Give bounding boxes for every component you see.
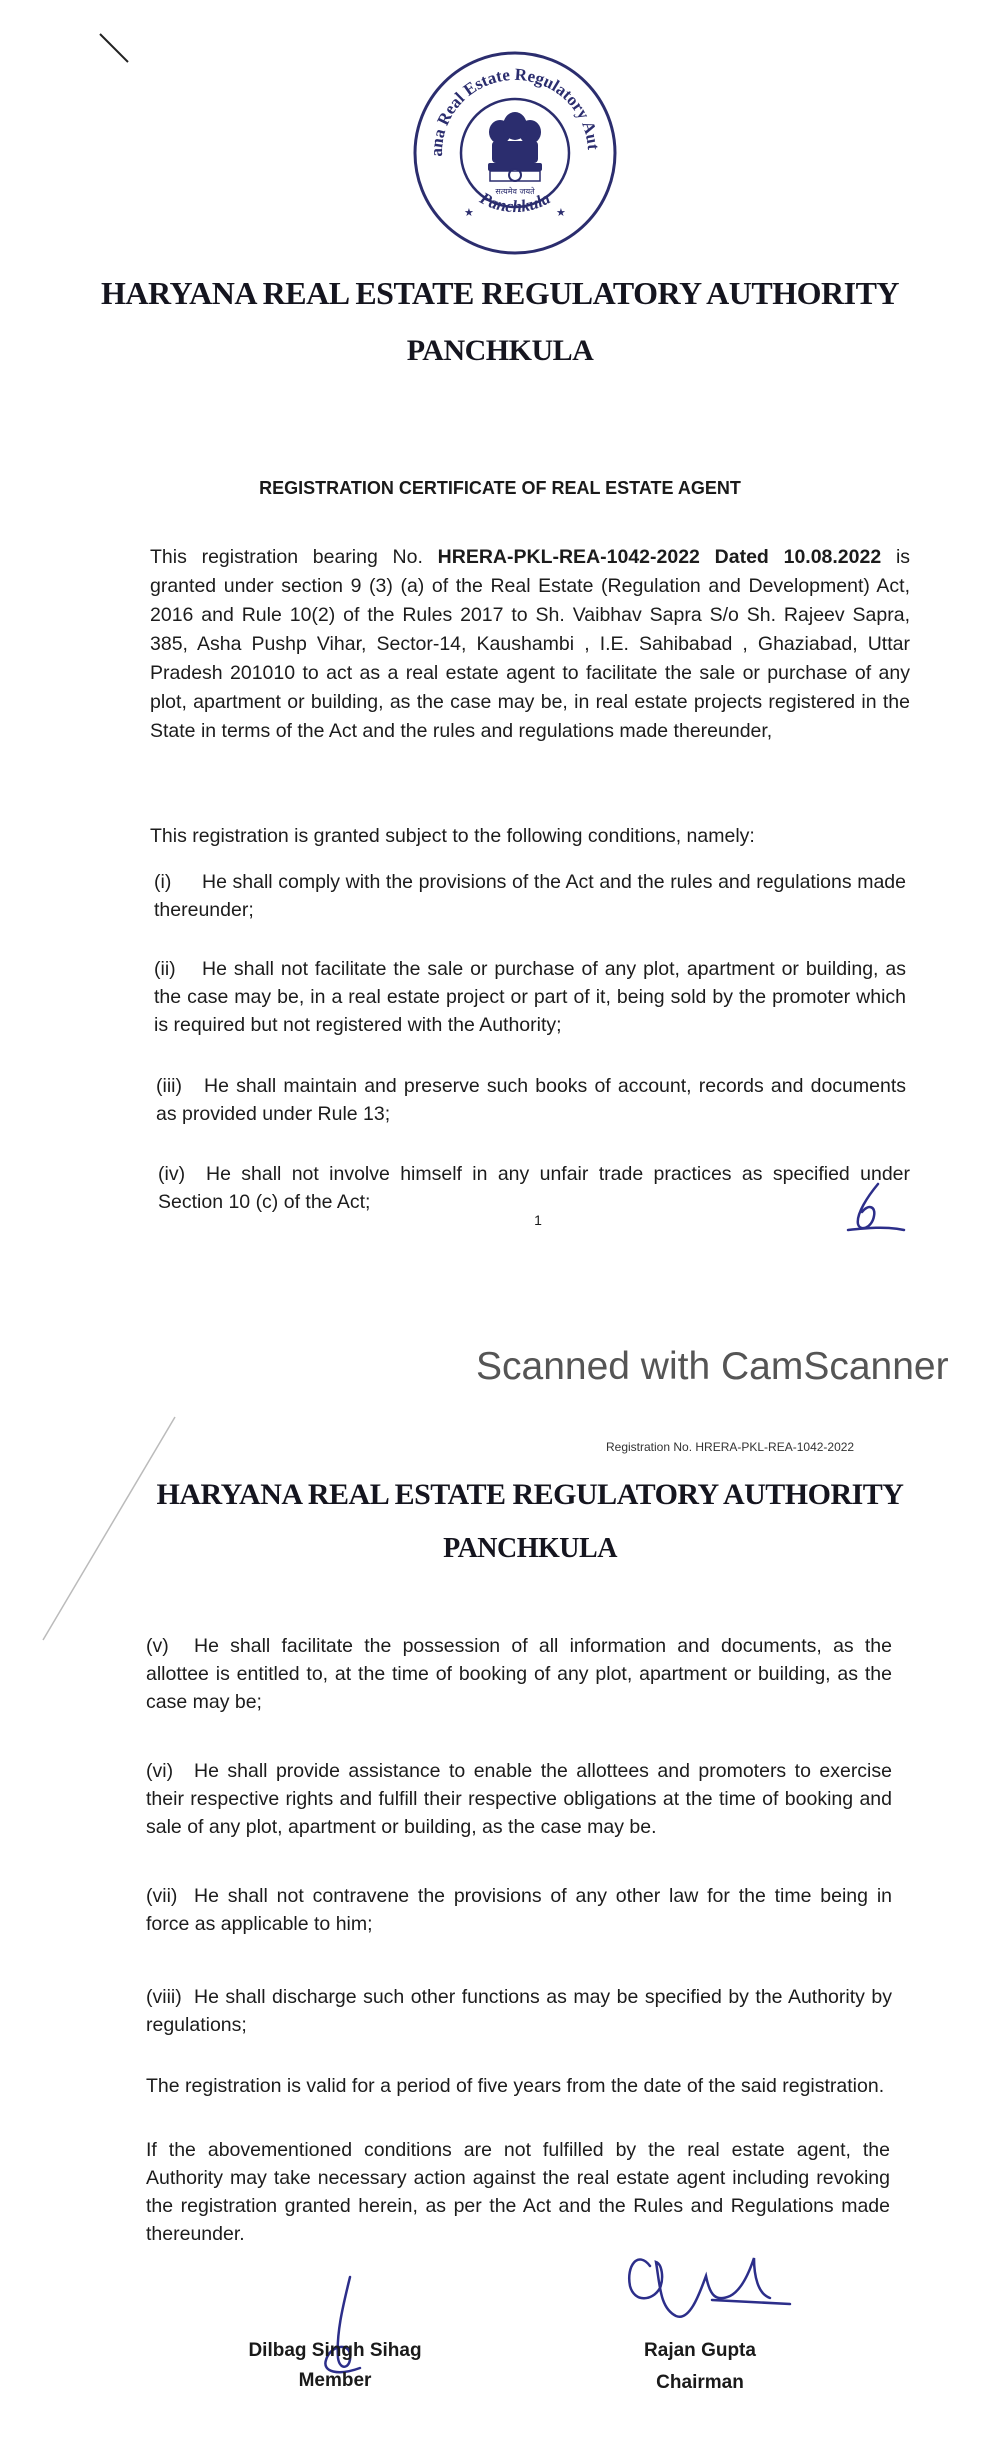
- seal-top-text: ana Real Estate Regulatory Aut: [426, 64, 603, 157]
- condition-i: (i) He shall comply with the provisions of the Act and the rules and regulations made thereunder;: [154, 871, 906, 921]
- page2-authority-title: HARYANA REAL ESTATE REGULATORY AUTHORITY: [156, 1478, 904, 1511]
- seal-star-left: ★: [464, 207, 474, 219]
- registration-date: 10.08.2022: [783, 546, 882, 568]
- registration-number: HRERA-PKL-REA-1042-2022: [437, 546, 700, 568]
- member-name: Dilbag Singh Sihag: [248, 2340, 422, 2361]
- condition-ii: (ii) He shall not facilitate the sale or purchase of any plot, apartment or building, as the case may be, in a real estate project or part of it, being sold by the promoter which is required but not registered with the Authority;: [154, 958, 906, 1036]
- scan-line: [40, 1415, 180, 1645]
- scanner-watermark: Scanned with CamScanner: [476, 1345, 949, 1388]
- chairman-name: Rajan Gupta: [644, 2340, 756, 2361]
- authority-city: PANCHKULA: [406, 334, 594, 367]
- member-signature: [300, 2272, 390, 2382]
- certificate-intro: [150, 543, 910, 746]
- page2-authority-city: PANCHKULA: [443, 1533, 617, 1564]
- authority-title: HARYANA REAL ESTATE REGULATORY AUTHORITY: [100, 275, 900, 311]
- dated-label: Dated: [714, 546, 769, 568]
- seal-star-right: ★: [556, 207, 566, 219]
- condition-vi: (vi) He shall provide assistance to enable the allottees and promoters to exercise their respective rights and fulfill their respective obligations at the time of booking and sale of any plot, apartment or building, as the case may be.: [146, 1760, 892, 1838]
- scan-mark: [98, 30, 134, 66]
- chairman-designation: Chairman: [656, 2372, 744, 2393]
- page2-registration-ref: Registration No. HRERA-PKL-REA-1042-2022: [606, 1440, 855, 1454]
- page-number: 1: [534, 1212, 542, 1228]
- intro-body: is granted under section 9 (3) (a) of the Real Estate (Regulation and Development) Act, 2016 and Rule 10(2) of the Rules 2017 to Sh. Vaibhav Sapra S/o Sh. Rajeev Sapra, 385, Asha Pushp Vihar, Sector-14, Kaushambi , I.E. Sahibabad , Ghaziabad, Uttar Pradesh 201010 to act as a real estate agent to facilitate the sale or purchase of any plot, apartment or building, as the case may be, in real estate projects registered in the State in terms of the Act and the rules and regulations made thereunder,: [150, 546, 911, 742]
- condition-viii: (viii) He shall discharge such other functions as may be specified by the Authority by regulations;: [146, 1986, 892, 2036]
- condition-v: (v) He shall facilitate the possession of all information and documents, as the allottee is entitled to, at the time of booking of any plot, apartment or building, as the case may be;: [146, 1635, 892, 1713]
- condition-iii: (iii) He shall maintain and preserve such books of account, records and documents as provided under Rule 13;: [156, 1075, 906, 1125]
- certificate-title: REGISTRATION CERTIFICATE OF REAL ESTATE AGENT: [259, 478, 741, 498]
- conditions-intro: This registration is granted subject to the following conditions, namely:: [150, 825, 755, 847]
- emblem-icon: [488, 112, 542, 181]
- condition-vii: (vii) He shall not contravene the provisions of any other law for the time being in force as applicable to him;: [146, 1885, 892, 1935]
- chairman-signature: [620, 2236, 820, 2346]
- authority-seal: [410, 48, 620, 258]
- warning-text: If the abovementioned conditions are not fulfilled by the real estate agent, the Authority may take necessary action against the real estate agent including revoking the registration granted herein, as per the Act and the Rules and Regulations made thereunder.: [146, 2139, 890, 2245]
- condition-iv: (iv) He shall not involve himself in any unfair trade practices as specified under Section 10 (c) of the Act;: [158, 1163, 910, 1213]
- intro-prefix: This registration bearing No.: [150, 546, 423, 568]
- validity-text: The registration is valid for a period of five years from the date of the said registration.: [146, 2075, 885, 2097]
- seal-motto: सत्यमेव जयते: [495, 187, 535, 196]
- member-designation: Member: [298, 2370, 372, 2391]
- seal-bottom-text: Panchkula: [476, 188, 554, 217]
